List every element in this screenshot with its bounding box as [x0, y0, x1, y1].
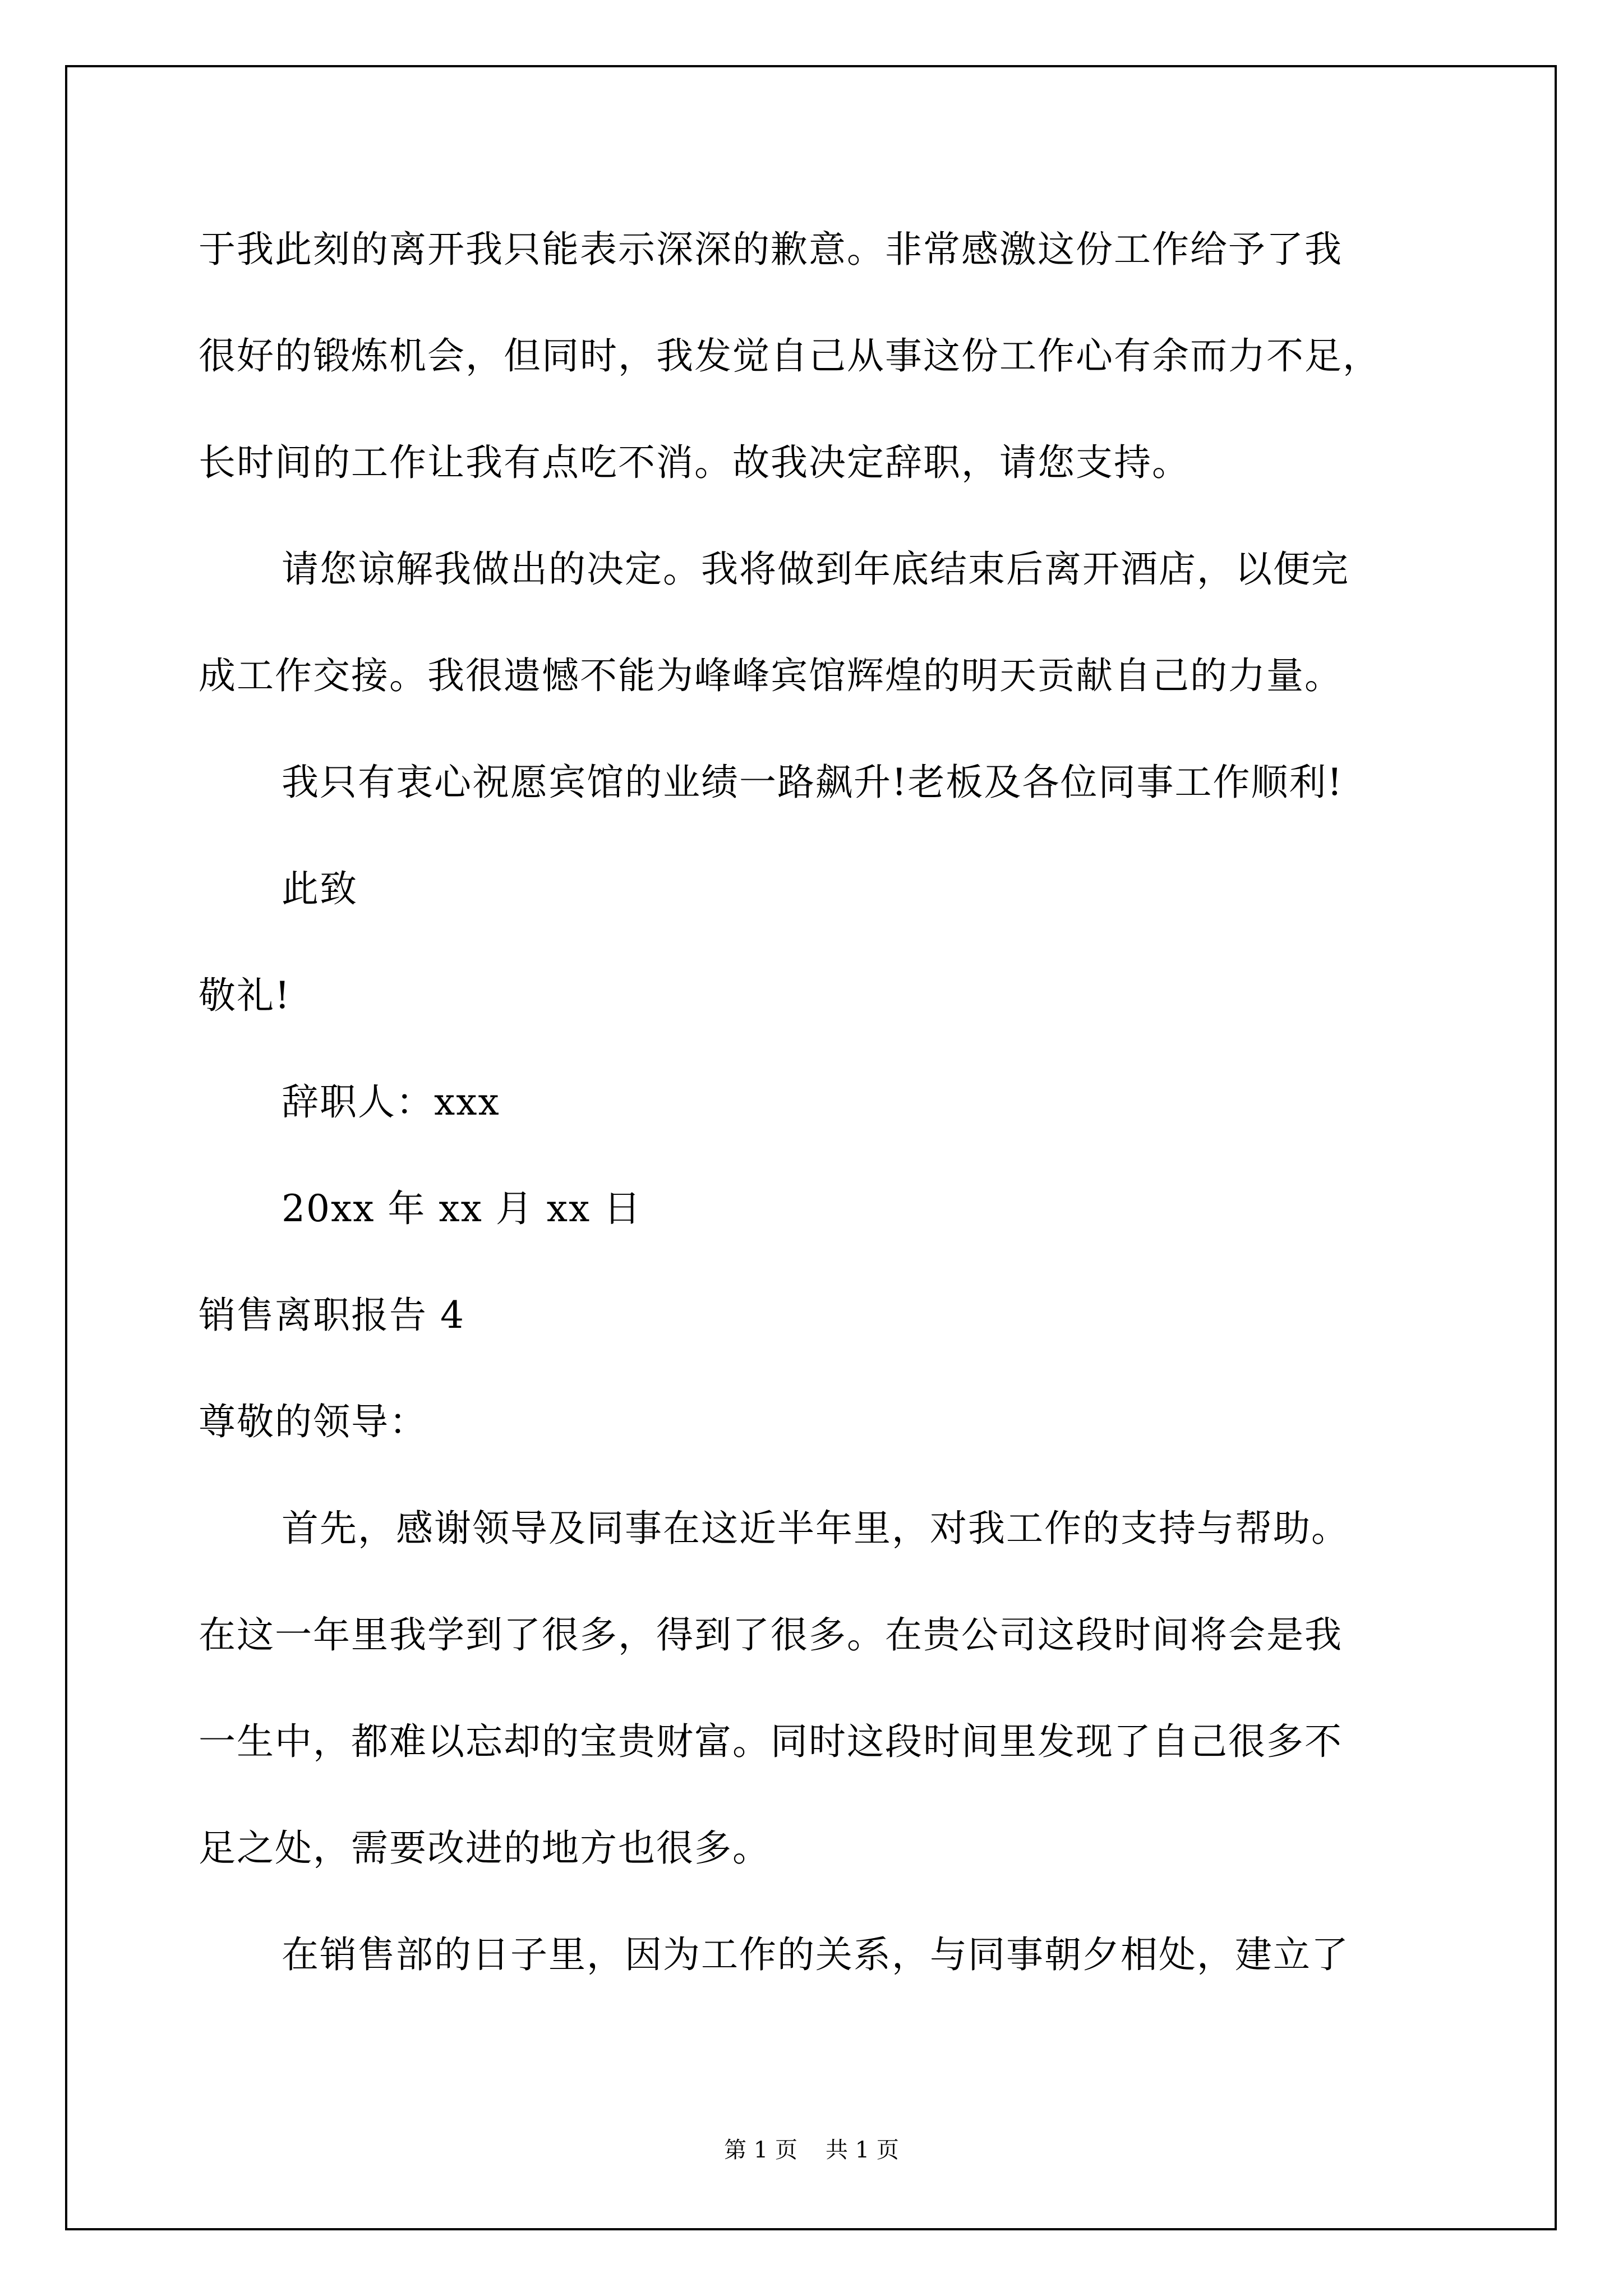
greeting: 尊敬的领导：: [199, 1400, 427, 1443]
text-line: 我只有衷心祝愿宾馆的业绩一路飙升!老板及各位同事工作顺利!: [282, 761, 1344, 804]
text-line: 在这一年里我学到了很多，得到了很多。在贵公司这段时间将会是我: [199, 1613, 1343, 1657]
closing-regards: 敬礼!: [199, 974, 291, 1017]
text-line: 很好的锻炼机会，但同时，我发觉自己从事这份工作心有余而力不足，: [199, 334, 1381, 378]
section-heading: 销售离职报告 4: [199, 1294, 465, 1337]
closing-salutation: 此致: [282, 867, 358, 910]
page-footer: [0, 2136, 1623, 2164]
signature-date: 20xx 年 xx 月 xx 日: [282, 1187, 642, 1230]
text-line: 于我此刻的离开我只能表示深深的歉意。非常感激这份工作给予了我: [199, 228, 1343, 271]
text-line: 足之处，需要改进的地方也很多。: [199, 1826, 771, 1870]
text-line: 首先，感谢领导及同事在这近半年里，对我工作的支持与帮助。: [282, 1507, 1349, 1550]
page-number: 第 1 页: [724, 2137, 797, 2163]
text-line: 请您谅解我做出的决定。我将做到年底结束后离开酒店，以便完: [282, 547, 1349, 591]
page-total: 共 1 页: [826, 2137, 899, 2163]
text-line: 一生中，都难以忘却的宝贵财富。同时这段时间里发现了自己很多不: [199, 1720, 1343, 1763]
text-line: 成工作交接。我很遗憾不能为峰峰宾馆辉煌的明天贡献自己的力量。: [199, 654, 1343, 697]
text-line: 在销售部的日子里，因为工作的关系，与同事朝夕相处，建立了: [282, 1933, 1349, 1976]
text-line: 长时间的工作让我有点吃不消。故我决定辞职，请您支持。: [199, 441, 1190, 484]
page-border: [65, 65, 1557, 2230]
signature-name: 辞职人：xxx: [282, 1080, 500, 1124]
